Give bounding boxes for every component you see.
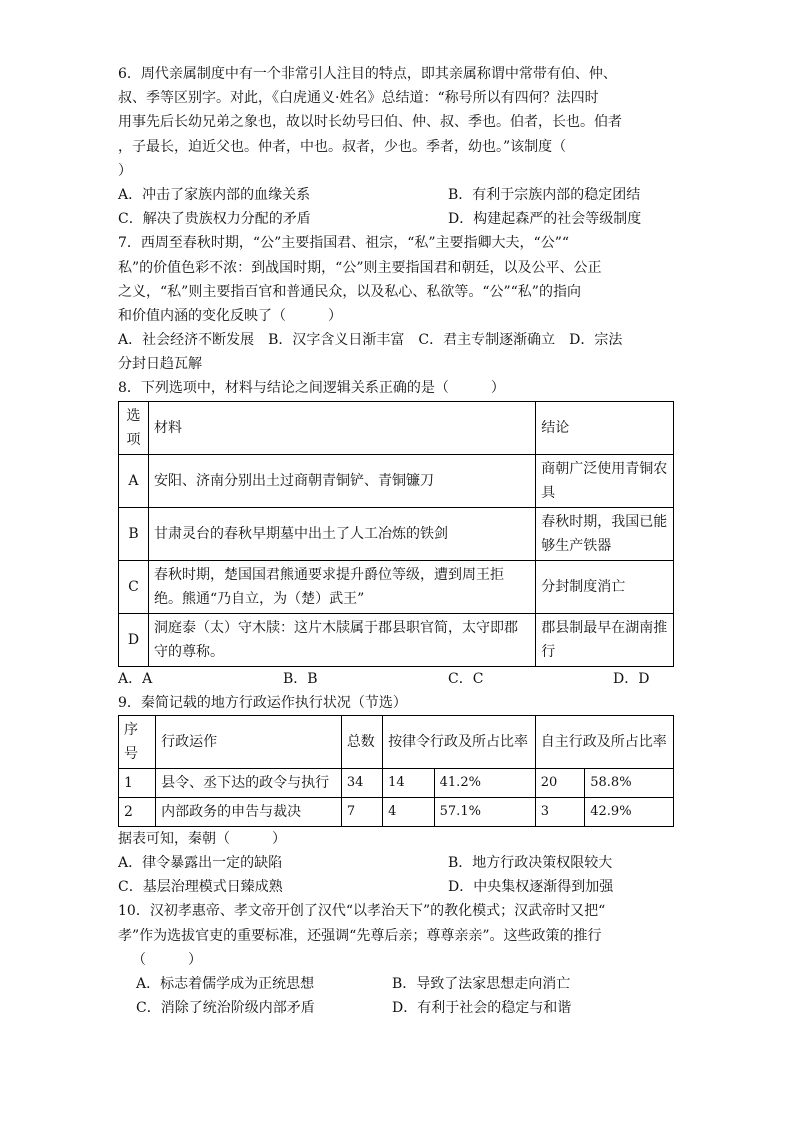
q10-option-c[interactable]: C．消除了统治阶级内部矛盾 (136, 1000, 315, 1017)
exam-page (118, 62, 674, 1020)
q10-line: 孝”作为选拔官吏的重要标准，还强调“先尊后亲；尊尊亲亲”。这些政策的推行 (118, 927, 602, 944)
q7-line: 和价值内涵的变化反映了（ ） (118, 307, 342, 324)
q9-cell-law-count: 4 (383, 797, 435, 826)
question-6 (118, 62, 674, 231)
q6-option-a[interactable]: A．冲击了家族内部的血缘关系 (118, 186, 311, 203)
q6-option-b[interactable]: B．有利于宗族内部的稳定团结 (448, 186, 641, 203)
q7-options-line[interactable]: 分封日趋瓦解 (118, 356, 202, 373)
q9-option-d[interactable]: D．中央集权逐渐得到加强 (448, 879, 614, 896)
q8-cell-material: 洞庭泰（太）守木牍：这片木牍属于郡县职官简，太守即郡守的尊称。 (148, 613, 535, 666)
q9-cell-total: 34 (341, 768, 382, 797)
q6-options-row (118, 183, 674, 207)
q9-option-b[interactable]: B．地方行政决策权限较大 (448, 855, 613, 871)
q8-header-conclusion: 结论 (536, 401, 674, 454)
q8-cell-conclusion: 郡县制最早在湖南推行 (536, 613, 674, 666)
q10-options-row (118, 996, 674, 1020)
q9-cell-self-count: 3 (535, 797, 585, 826)
q7-options-line[interactable]: A．社会经济不断发展 B．汉字含义日渐丰富 C．君主专制逐渐确立 D．宗法 (118, 332, 623, 349)
question-8 (118, 376, 674, 690)
q8-cell-conclusion: 分封制度消亡 (536, 560, 674, 613)
q8-cell-option: A (119, 454, 149, 507)
q8-table (118, 401, 674, 667)
q9-header-total: 总数 (341, 715, 382, 768)
q9-cell-law-pct: 41.2% (434, 768, 535, 797)
q8-cell-material: 春秋时期，楚国国君熊通要求提升爵位等级，遭到周王拒绝。熊通“乃自立，为（楚）武王” (148, 560, 535, 613)
q9-cell-self-pct: 42.9% (585, 797, 674, 826)
q9-option-c[interactable]: C．基层治理模式日臻成熟 (118, 879, 283, 896)
q9-header-no: 序号 (119, 715, 156, 768)
q10-option-a[interactable]: A．标志着儒学成为正统思想 (136, 975, 315, 992)
q6-options-row (118, 207, 674, 231)
q9-after: 据表可知，秦朝（ ） (118, 830, 286, 847)
q8-cell-conclusion: 商朝广泛使用青铜农具 (536, 454, 674, 507)
q9-options-row (118, 851, 674, 875)
table-row (119, 507, 674, 560)
q9-cell-self-count: 20 (535, 768, 585, 797)
q9-header-by-law: 按律令行政及所占比率 (383, 715, 536, 768)
question-10 (118, 899, 674, 1020)
question-9 (118, 691, 674, 900)
q8-cell-conclusion: 春秋时期，我国已能够生产铁器 (536, 507, 674, 560)
q10-option-d[interactable]: D．有利于社会的稳定与和谐 (392, 1000, 572, 1017)
q6-option-c[interactable]: C．解决了贵族权力分配的矛盾 (118, 211, 311, 228)
q9-cell-operation: 县令、丞下达的政令与执行 (156, 768, 342, 797)
q8-header-material: 材料 (148, 401, 535, 454)
q8-stem: 8．下列选项中，材料与结论之间逻辑关系正确的是（ ） (118, 380, 505, 397)
q9-cell-operation: 内部政务的申告与裁决 (156, 797, 342, 826)
q10-options-row (118, 972, 674, 996)
q7-line: 7．西周至春秋时期，“公”主要指国君、祖宗，“私”主要指卿大夫，“公”“ (118, 235, 570, 252)
q6-line: ，子最长，迫近父也。仲者，中也。叔者，少也。季者，幼也。”该制度（ (118, 138, 567, 155)
q8-cell-option: C (119, 560, 149, 613)
q9-header-operation: 行政运作 (156, 715, 342, 768)
q10-line: （ ） (132, 951, 202, 968)
table-row (119, 768, 674, 797)
q6-line: 叔、季等区别字。对此，《白虎通义·姓名》总结道：“称号所以有四何？法四时 (118, 90, 599, 107)
q10-option-b[interactable]: B．导致了法家思想走向消亡 (392, 975, 571, 992)
q10-line: 10．汉初孝惠帝、孝文帝开创了汉代“以孝治天下”的教化模式；汉武帝时又把“ (118, 903, 606, 920)
q9-cell-total: 7 (341, 797, 382, 826)
q9-cell-law-pct: 57.1% (434, 797, 535, 826)
q8-cell-option: B (119, 507, 149, 560)
question-7 (118, 231, 674, 376)
table-row (119, 560, 674, 613)
q6-line: 用事先后长幼兄弟之象也，故以时长幼号曰伯、仲、叔、季也。伯者，长也。伯者 (118, 114, 622, 131)
q9-cell-no: 1 (119, 768, 156, 797)
q8-cell-option: D (119, 613, 149, 666)
q9-cell-no: 2 (119, 797, 156, 826)
q8-header-row (119, 401, 674, 454)
table-row (119, 613, 674, 666)
q9-header-row (119, 715, 674, 768)
q8-option-b[interactable]: B．B (283, 670, 318, 687)
q8-cell-material: 甘肃灵台的春秋早期墓中出土了人工冶炼的铁剑 (148, 507, 535, 560)
q8-header-option: 选项 (119, 401, 149, 454)
q7-line: 私”的价值色彩不浓：到战国时期，“公”则主要指国君和朝廷，以及公平、公正 (118, 259, 602, 276)
q6-option-d[interactable]: D．构建起森严的社会等级制度 (448, 211, 642, 228)
q8-option-a[interactable]: A．A (118, 670, 153, 687)
q8-option-c[interactable]: C．C (448, 670, 484, 687)
q7-line: 之义，“私”则主要指百官和普通民众，以及私心、私欲等。“公”“私”的指向 (118, 283, 581, 300)
q6-line: 6．周代亲属制度中有一个非常引人注目的特点，即其亲属称谓中常带有伯、仲、 (118, 66, 617, 82)
table-row (119, 797, 674, 826)
q9-header-autonomous: 自主行政及所占比率 (535, 715, 673, 768)
q9-options-row (118, 875, 674, 899)
table-row (119, 454, 674, 507)
q9-stem: 9．秦简记载的地方行政运作执行状况（节选） (118, 694, 407, 711)
q9-cell-law-count: 14 (383, 768, 435, 797)
q6-line: ） (118, 162, 132, 179)
q8-option-d[interactable]: D．D (613, 670, 650, 687)
q9-cell-self-pct: 58.8% (585, 768, 674, 797)
q8-cell-material: 安阳、济南分别出土过商朝青铜铲、青铜镰刀 (148, 454, 535, 507)
q9-table (118, 715, 674, 827)
q9-option-a[interactable]: A．律令暴露出一定的缺陷 (118, 855, 283, 871)
q8-options-row (118, 667, 674, 691)
